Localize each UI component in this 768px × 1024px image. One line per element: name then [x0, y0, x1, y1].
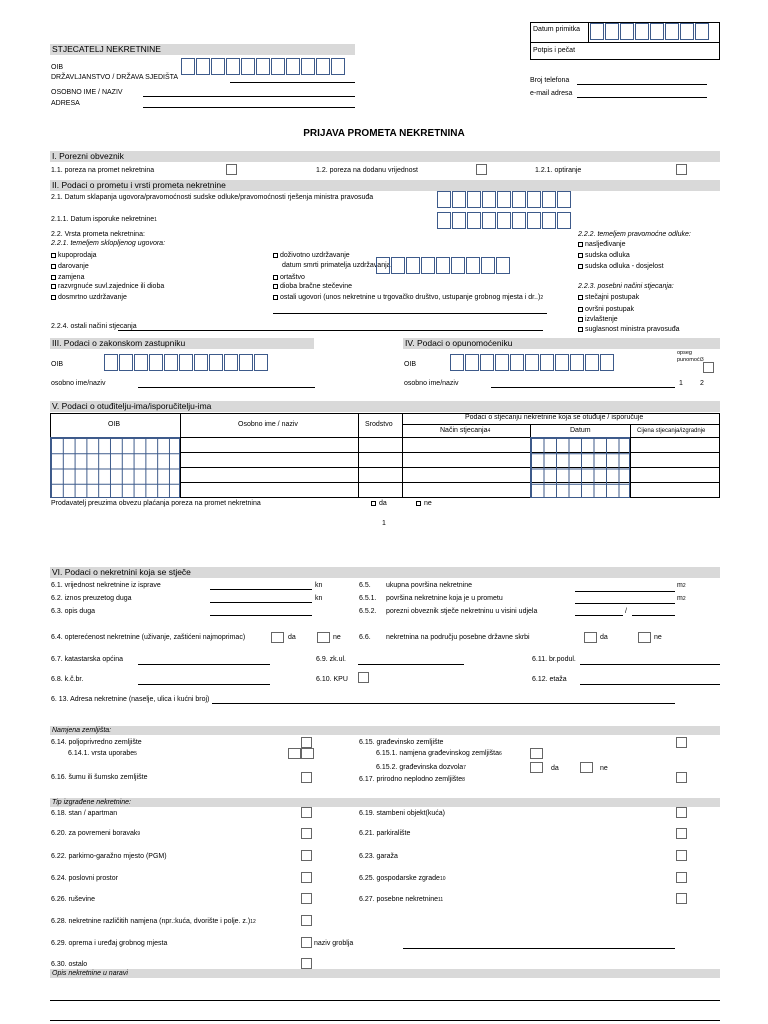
- section-1-bar: I. Porezni obveznik: [50, 151, 720, 162]
- s5-col-ime: Osobno ime / naziv: [238, 421, 298, 428]
- drzavljanstvo-label: DRŽAVLJANSTVO / DRŽAVA SJEDIŠTA: [51, 74, 179, 81]
- lbl-razvrgnuce: razvrgnuće suvl.zajednice ili dioba: [58, 283, 165, 290]
- s5-vline-3: [402, 413, 403, 498]
- i626-box[interactable]: [301, 893, 312, 904]
- oib-label: OIB: [51, 64, 64, 71]
- s5-col-group: Podaci o stjecanju nekretnine koja se otuđuje / isporučuje: [465, 414, 644, 421]
- s1-item-1-2-1: 1.2.1. optiranje: [535, 167, 582, 174]
- lbl-sudska: sudska odluka: [585, 252, 630, 259]
- s5-hline-group: [402, 424, 720, 425]
- i617: 6.17. prirodno neplodno zemljište$^8$: [359, 776, 465, 783]
- s4-opseg-box[interactable]: [703, 362, 714, 373]
- s2-item-2-2-3: 2.2.3. posebni načini stjecanja:: [578, 283, 674, 290]
- i65t: ukupna površina nekretnine: [386, 582, 473, 589]
- i65: 6.5.: [359, 582, 371, 589]
- s5-hline-r2: [180, 467, 720, 468]
- cb-dioba[interactable]: [273, 284, 278, 289]
- telefon-label: Broj telefona: [530, 77, 570, 84]
- i6152: 6.15.2. građevinska dozvola$^7$: [376, 764, 466, 771]
- s1-checkbox-1-1[interactable]: [226, 164, 237, 175]
- i611-line[interactable]: [580, 664, 720, 665]
- i629: 6.29. oprema i uređaj grobnog mjesta: [51, 940, 168, 947]
- s4-oib-label: OIB: [404, 361, 417, 368]
- i618: 6.18. stan / apartman: [51, 810, 118, 817]
- lbl-dosjelost: sudska odluka - dosjelost: [585, 263, 664, 270]
- i66-da-box[interactable]: [584, 632, 597, 643]
- cb-nasljedivanje[interactable]: [578, 242, 583, 247]
- s5-vline-1: [180, 413, 181, 498]
- s5-cb-ne[interactable]: [416, 501, 421, 506]
- i69: 6.9. zk.ul.: [316, 656, 346, 663]
- s1-item-1-2: 1.2. poreza na dodanu vrijednost: [316, 167, 418, 174]
- lbl-ovrsni: ovršni postupak: [585, 306, 635, 313]
- i63: 6.3. opis duga: [51, 608, 95, 615]
- s5-ne: ne: [424, 500, 432, 507]
- section-4-bar: IV. Podaci o opunomoćeniku: [403, 338, 720, 349]
- section-3-bar: III. Podaci o zakonskom zastupniku: [50, 338, 314, 349]
- i621: 6.21. parkiralište: [359, 830, 411, 837]
- i66-da: da: [600, 634, 608, 641]
- s5-col-srodstvo: Srodstvo: [365, 421, 393, 428]
- i651: 6.5.1.: [359, 595, 377, 602]
- s4-opseg-label: opseg punomoći3: [677, 350, 704, 363]
- i68-line[interactable]: [138, 684, 270, 685]
- i64-da-box[interactable]: [271, 632, 284, 643]
- lbl-suglasnost: suglasnost ministra pravosuđa: [585, 326, 680, 333]
- i66t: nekretnina na području posebne državne skrbi: [386, 634, 530, 641]
- telefon-line[interactable]: [577, 84, 707, 85]
- cb-kupoprodaja[interactable]: [51, 253, 56, 258]
- cb-ortastvo[interactable]: [273, 275, 278, 280]
- i6152-da-box[interactable]: [530, 762, 543, 773]
- cb-stecajni[interactable]: [578, 295, 583, 300]
- i614-box[interactable]: [301, 737, 312, 748]
- opis-bar: Opis nekretnine u naravi: [50, 969, 720, 978]
- s5-hline-r3: [180, 482, 720, 483]
- lbl-stecajni: stečajni postupak: [585, 294, 640, 301]
- ime-line[interactable]: [143, 96, 355, 97]
- lbl-ortastvo: ortaštvo: [280, 274, 305, 281]
- tip-bar: Tip izgrađene nekretnine:: [50, 798, 720, 807]
- opis-line-1[interactable]: [50, 1000, 720, 1001]
- s5-vline-2: [358, 413, 359, 498]
- i6152-ne-box[interactable]: [580, 762, 593, 773]
- cb-zamjena[interactable]: [51, 275, 56, 280]
- i611: 6.11. br.podul.: [532, 656, 576, 663]
- s5-datum-grid[interactable]: [530, 437, 630, 498]
- email-label: e-mail adresa: [530, 90, 573, 97]
- adresa-label: ADRESA: [51, 100, 80, 107]
- cb-dosmrtno[interactable]: [51, 295, 56, 300]
- i625: 6.25. gospodarske zgrade$^{10}$: [359, 875, 446, 882]
- m2b: $m^2$: [677, 595, 686, 602]
- i64-da: da: [288, 634, 296, 641]
- s2-date-cells-2[interactable]: [437, 212, 572, 229]
- i620-box[interactable]: [301, 828, 312, 839]
- s5-prodavatelj: Prodavatelj preuzima obvezu plaćanja poreza na promet nekretnina: [51, 500, 261, 507]
- s5-col-cijena: Cijena stjecanja/izgradnje: [637, 428, 706, 434]
- i610-box[interactable]: [358, 672, 369, 683]
- i6141: 6.14.1. vrsta uporabe$^5$: [68, 750, 137, 757]
- i612-line[interactable]: [580, 684, 720, 685]
- s3-oib-label: OIB: [51, 361, 64, 368]
- cb-ovrsni[interactable]: [578, 307, 583, 312]
- i64-ne-box[interactable]: [317, 632, 330, 643]
- i618-box[interactable]: [301, 807, 312, 818]
- s5-vline-5: [630, 424, 631, 498]
- lbl-darovanje: darovanje: [58, 263, 89, 270]
- s3-ime-line[interactable]: [138, 387, 315, 388]
- s4-oib-cells[interactable]: [450, 354, 615, 371]
- s4-n1: 1: [679, 380, 683, 387]
- s5-col-nacin: Način stjecanja$^4$: [440, 427, 491, 434]
- i6152-ne: ne: [600, 765, 608, 772]
- i6152-da: da: [551, 765, 559, 772]
- lbl-dosmrtno: dosmrtno uzdržavanje: [58, 294, 127, 301]
- section-5-bar: V. Podaci o otuđitelju-ima/isporučitelju-ima: [50, 401, 720, 412]
- i624-box[interactable]: [301, 872, 312, 883]
- s2-item-2-2-4: 2.2.4. ostali načini stjecanja: [51, 323, 137, 330]
- i624: 6.24. poslovni prostor: [51, 875, 118, 882]
- i622: 6.22. parkirno-garažno mjesto (PGM): [51, 853, 167, 860]
- i626: 6.26. ruševine: [51, 896, 95, 903]
- lbl-nasljedivanje: nasljeđivanje: [585, 241, 626, 248]
- kn2: kn: [315, 595, 323, 602]
- lbl-ostali: ostali ugovori (unos nekretnine u trgovačko društvo, ustupanje grobnog mjesta i dr..)$^2$: [280, 294, 544, 301]
- i613: 6. 13. Adresa nekretnine (naselje, ulica i kućni broj): [51, 696, 210, 703]
- i614: 6.14. poljoprivredno zemljište: [51, 739, 142, 746]
- lbl-izvlastenje: izvlaštenje: [585, 316, 618, 323]
- potpis-label: Potpis i pečat: [533, 47, 576, 54]
- i69-line[interactable]: [358, 664, 464, 665]
- i629-box[interactable]: [301, 937, 312, 948]
- i630-box[interactable]: [301, 958, 312, 969]
- page-title: PRIJAVA PROMETA NEKRETNINA: [303, 128, 465, 139]
- lbl-datum-smrti: datum smrti primatelja uzdržavanja: [282, 262, 391, 269]
- s2-item-2-1-1: 2.1.1. Datum isporuke nekretnine$^1$: [51, 216, 157, 223]
- i610: 6.10. KPU: [316, 676, 348, 683]
- lbl-dozivotno: doživotno uzdržavanje: [280, 252, 350, 259]
- s3-oib-cells[interactable]: [104, 354, 269, 371]
- s4-ime-label: osobno ime/naziv: [404, 380, 459, 387]
- i621-box[interactable]: [676, 828, 687, 839]
- cb-darovanje[interactable]: [51, 264, 56, 269]
- adresa-line[interactable]: [143, 107, 355, 108]
- i652t: porezni obveznik stječe nekretninu u visini udjela: [386, 608, 538, 615]
- i66-ne: ne: [654, 634, 662, 641]
- i619-box[interactable]: [676, 807, 687, 818]
- i651t: površina nekretnine koja je u prometu: [386, 595, 503, 602]
- s5-cb-da[interactable]: [371, 501, 376, 506]
- header-vsep: [588, 22, 589, 42]
- i628: 6.28. nekretnine različitih namjena (npr.:kuća, dvorište i polje. z.)$^{12}$: [51, 918, 256, 925]
- i627: 6.27. posebne nekretnine$^{11}$: [359, 896, 444, 903]
- i61-line[interactable]: [210, 589, 312, 590]
- stjecatelj-bar: STJECATELJ NEKRETNINE: [50, 44, 355, 55]
- i619: 6.19. stambeni objekt(kuća): [359, 810, 445, 817]
- i64: 6.4. opterećenost nekretnine (uživanje, zaštićeni najmoprimac): [51, 634, 246, 641]
- datum-smrti-cells[interactable]: [376, 257, 511, 274]
- email-line[interactable]: [577, 97, 707, 98]
- i617-box[interactable]: [676, 772, 687, 783]
- section-2-bar: II. Podaci o prometu i vrsti prometa nekretnine: [50, 180, 720, 191]
- i67: 6.7. katastarska općina: [51, 656, 123, 663]
- i652-line-a[interactable]: [575, 615, 623, 616]
- i620: 6.20. za povremeni boravak$^9$: [51, 830, 141, 837]
- i630: 6.30. ostalo: [51, 961, 88, 968]
- i63-line[interactable]: [210, 615, 312, 616]
- i622-box[interactable]: [301, 850, 312, 861]
- lbl-zamjena: zamjena: [58, 274, 85, 281]
- s2-item-2-2-2: 2.2.2. temeljem pravomoćne odluke:: [578, 231, 691, 238]
- kn1: kn: [315, 582, 323, 589]
- s5-da: da: [379, 500, 387, 507]
- s1-item-1-1: 1.1. poreza na promet nekretnina: [51, 167, 155, 174]
- m2a: $m^2$: [677, 582, 686, 589]
- naziv-groblja: naziv groblja: [314, 940, 354, 947]
- lbl-kupoprodaja: kupoprodaja: [58, 252, 97, 259]
- i615: 6.15. građevinsko zemljište: [359, 739, 444, 746]
- i65-line[interactable]: [575, 591, 675, 592]
- cb-suglasnost[interactable]: [578, 327, 583, 332]
- i616: 6.16. šumu ili šumsko zemljište: [51, 774, 148, 781]
- i66: 6.6.: [359, 634, 371, 641]
- s3-ime-label: osobno ime/naziv: [51, 380, 106, 387]
- i64-ne: ne: [333, 634, 341, 641]
- lbl-dioba: dioba bračne stečevine: [280, 283, 352, 290]
- section-6-bar: VI. Podaci o nekretnini koja se stječe: [50, 567, 720, 578]
- stjecatelj-oib-cells[interactable]: [181, 58, 346, 75]
- i6141-box-b[interactable]: [301, 748, 314, 759]
- slash: /: [625, 608, 627, 615]
- i612: 6.12. etaža: [532, 676, 567, 683]
- i616-box[interactable]: [301, 772, 312, 783]
- cb-razvrgnuce[interactable]: [51, 284, 56, 289]
- page-number: 1: [382, 520, 386, 527]
- s4-ime-line[interactable]: [491, 387, 675, 388]
- s2-item-2-2-1: 2.2.1. temeljem sklopljenog ugovora:: [51, 240, 166, 247]
- i628-box[interactable]: [301, 915, 312, 926]
- datum-primitka-label: Datum primitka: [533, 26, 581, 33]
- i652-line-b[interactable]: [632, 615, 675, 616]
- namjena-bar: Namjena zemljišta:: [50, 726, 720, 735]
- s1-checkbox-1-2-1[interactable]: [676, 164, 687, 175]
- s5-hline-r1: [180, 452, 720, 453]
- i61: 6.1. vrijednost nekretnine iz isprave: [51, 582, 161, 589]
- s4-n2: 2: [700, 380, 704, 387]
- cb-dozivotno[interactable]: [273, 253, 278, 258]
- i623-box[interactable]: [676, 850, 687, 861]
- cb-sudska[interactable]: [578, 253, 583, 258]
- s5-col-datum: Datum: [570, 427, 591, 434]
- s5-col-oib: OIB: [108, 421, 121, 428]
- ostali-line[interactable]: [273, 313, 547, 314]
- drzavljanstvo-line[interactable]: [230, 82, 355, 83]
- header-divider: [530, 42, 720, 43]
- i651-line[interactable]: [575, 603, 675, 604]
- ime-label: OSOBNO IME / NAZIV: [51, 89, 123, 96]
- i623: 6.23. garaža: [359, 853, 398, 860]
- i625-box[interactable]: [676, 872, 687, 883]
- i66-ne-box[interactable]: [638, 632, 651, 643]
- datum-primitka-cells[interactable]: [590, 23, 710, 40]
- cb-ostali[interactable]: [273, 295, 278, 300]
- s2-item-2-2: 2.2. Vrsta prometa nekretnina:: [51, 231, 145, 238]
- i6151-box[interactable]: [530, 748, 543, 759]
- ostali-nacini-line[interactable]: [118, 330, 543, 331]
- i6141-box-a[interactable]: [288, 748, 301, 759]
- i62: 6.2. iznos preuzetog duga: [51, 595, 132, 602]
- i652: 6.5.2.: [359, 608, 377, 615]
- cb-izvlastenje[interactable]: [578, 317, 583, 322]
- i68: 6.8. k.č.br.: [51, 676, 84, 683]
- cb-dosjelost[interactable]: [578, 264, 583, 269]
- naziv-groblja-line[interactable]: [403, 948, 675, 949]
- s2-date-cells-1[interactable]: [437, 191, 572, 208]
- i6151: 6.15.1. namjena građevinskog zemljišta$^6$: [376, 750, 502, 757]
- i613-line[interactable]: [212, 703, 675, 704]
- i62-line[interactable]: [210, 602, 312, 603]
- s2-item-2-1: 2.1. Datum sklapanja ugovora/pravomoćnosti sudske odluke/pravomoćnosti rješenja ministra pravosuđa: [51, 194, 374, 201]
- s1-checkbox-1-2[interactable]: [476, 164, 487, 175]
- i67-line[interactable]: [138, 664, 270, 665]
- i615-box[interactable]: [676, 737, 687, 748]
- opis-line-2[interactable]: [50, 1020, 720, 1021]
- s5-oib-grid[interactable]: [50, 437, 180, 498]
- i627-box[interactable]: [676, 893, 687, 904]
